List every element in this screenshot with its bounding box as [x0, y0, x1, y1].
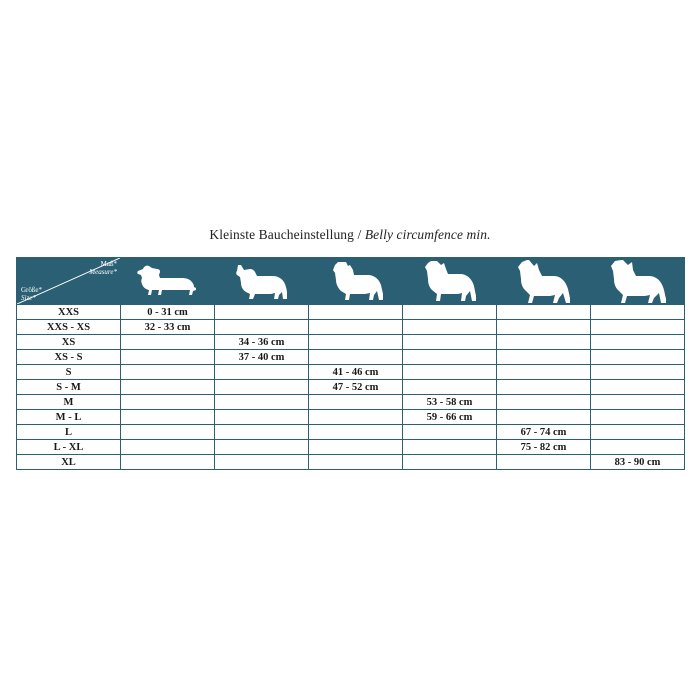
empty-cell — [591, 335, 685, 350]
column-header-shepherd — [497, 258, 591, 305]
empty-cell — [403, 335, 497, 350]
empty-cell — [121, 425, 215, 440]
empty-cell — [309, 425, 403, 440]
empty-cell — [591, 365, 685, 380]
table-corner-header — [17, 258, 121, 305]
empty-cell — [497, 395, 591, 410]
size-label: XL — [17, 455, 121, 470]
empty-cell — [591, 410, 685, 425]
empty-cell — [309, 440, 403, 455]
empty-cell — [215, 440, 309, 455]
empty-cell — [497, 455, 591, 470]
empty-cell — [121, 335, 215, 350]
table-row — [17, 455, 685, 470]
measure-cell: 41 - 46 cm — [309, 365, 403, 380]
empty-cell — [121, 350, 215, 365]
empty-cell — [215, 455, 309, 470]
size-label: M - L — [17, 410, 121, 425]
table-row — [17, 320, 685, 335]
column-header-beagle — [309, 258, 403, 305]
corner-size-label: Größe* Size* — [21, 286, 42, 302]
measure-cell: 53 - 58 cm — [403, 395, 497, 410]
size-label: S - M — [17, 380, 121, 395]
table-row — [17, 350, 685, 365]
size-label: M — [17, 395, 121, 410]
empty-cell — [215, 305, 309, 320]
measure-cell: 32 - 33 cm — [121, 320, 215, 335]
empty-cell — [309, 350, 403, 365]
dachshund-icon — [131, 263, 205, 299]
column-header-great-dane — [591, 258, 685, 305]
empty-cell — [121, 380, 215, 395]
page-title-english: Belly circumfence min. — [364, 227, 491, 242]
french-bulldog-icon — [231, 261, 293, 301]
empty-cell — [215, 380, 309, 395]
size-label: L - XL — [17, 440, 121, 455]
table-row — [17, 335, 685, 350]
empty-cell — [403, 425, 497, 440]
measure-cell: 34 - 36 cm — [215, 335, 309, 350]
empty-cell — [591, 320, 685, 335]
empty-cell — [309, 335, 403, 350]
empty-cell — [215, 320, 309, 335]
table-row — [17, 305, 685, 320]
beagle-icon — [328, 260, 384, 302]
terrier-icon — [421, 259, 479, 303]
page-title-separator: / — [354, 227, 365, 242]
corner-measure-label: Maß* Measure* — [89, 260, 117, 276]
size-label: L — [17, 425, 121, 440]
empty-cell — [309, 455, 403, 470]
empty-cell — [497, 410, 591, 425]
table-row — [17, 365, 685, 380]
table-row — [17, 380, 685, 395]
page-title-german: Kleinste Baucheinstellung — [209, 227, 354, 242]
empty-cell — [497, 350, 591, 365]
measure-cell: 0 - 31 cm — [121, 305, 215, 320]
measure-cell: 83 - 90 cm — [591, 455, 685, 470]
measure-cell: 37 - 40 cm — [215, 350, 309, 365]
measure-cell: 47 - 52 cm — [309, 380, 403, 395]
empty-cell — [215, 395, 309, 410]
page-title — [0, 227, 700, 243]
empty-cell — [591, 440, 685, 455]
column-header-terrier — [403, 258, 497, 305]
empty-cell — [403, 380, 497, 395]
empty-cell — [497, 305, 591, 320]
empty-cell — [121, 395, 215, 410]
empty-cell — [403, 455, 497, 470]
empty-cell — [309, 305, 403, 320]
table-row — [17, 440, 685, 455]
empty-cell — [591, 425, 685, 440]
size-label: XS - S — [17, 350, 121, 365]
empty-cell — [215, 365, 309, 380]
size-label: XXS - XS — [17, 320, 121, 335]
empty-cell — [591, 380, 685, 395]
size-label: S — [17, 365, 121, 380]
great-dane-icon — [607, 259, 669, 303]
shepherd-icon — [515, 259, 573, 303]
table-header-row — [17, 258, 685, 305]
empty-cell — [497, 335, 591, 350]
empty-cell — [403, 350, 497, 365]
empty-cell — [403, 440, 497, 455]
table-row — [17, 425, 685, 440]
table-row — [17, 395, 685, 410]
measure-cell: 59 - 66 cm — [403, 410, 497, 425]
empty-cell — [403, 305, 497, 320]
empty-cell — [497, 365, 591, 380]
empty-cell — [215, 425, 309, 440]
empty-cell — [591, 305, 685, 320]
empty-cell — [215, 410, 309, 425]
empty-cell — [121, 455, 215, 470]
empty-cell — [121, 365, 215, 380]
empty-cell — [309, 395, 403, 410]
empty-cell — [121, 440, 215, 455]
size-label: XS — [17, 335, 121, 350]
column-header-dachshund — [121, 258, 215, 305]
empty-cell — [403, 365, 497, 380]
table-row — [17, 410, 685, 425]
measure-cell: 75 - 82 cm — [497, 440, 591, 455]
empty-cell — [591, 395, 685, 410]
empty-cell — [403, 320, 497, 335]
empty-cell — [591, 350, 685, 365]
column-header-french-bulldog — [215, 258, 309, 305]
measure-cell: 67 - 74 cm — [497, 425, 591, 440]
empty-cell — [497, 380, 591, 395]
size-chart-table — [16, 257, 685, 470]
empty-cell — [309, 410, 403, 425]
empty-cell — [497, 320, 591, 335]
size-label: XXS — [17, 305, 121, 320]
empty-cell — [121, 410, 215, 425]
empty-cell — [309, 320, 403, 335]
